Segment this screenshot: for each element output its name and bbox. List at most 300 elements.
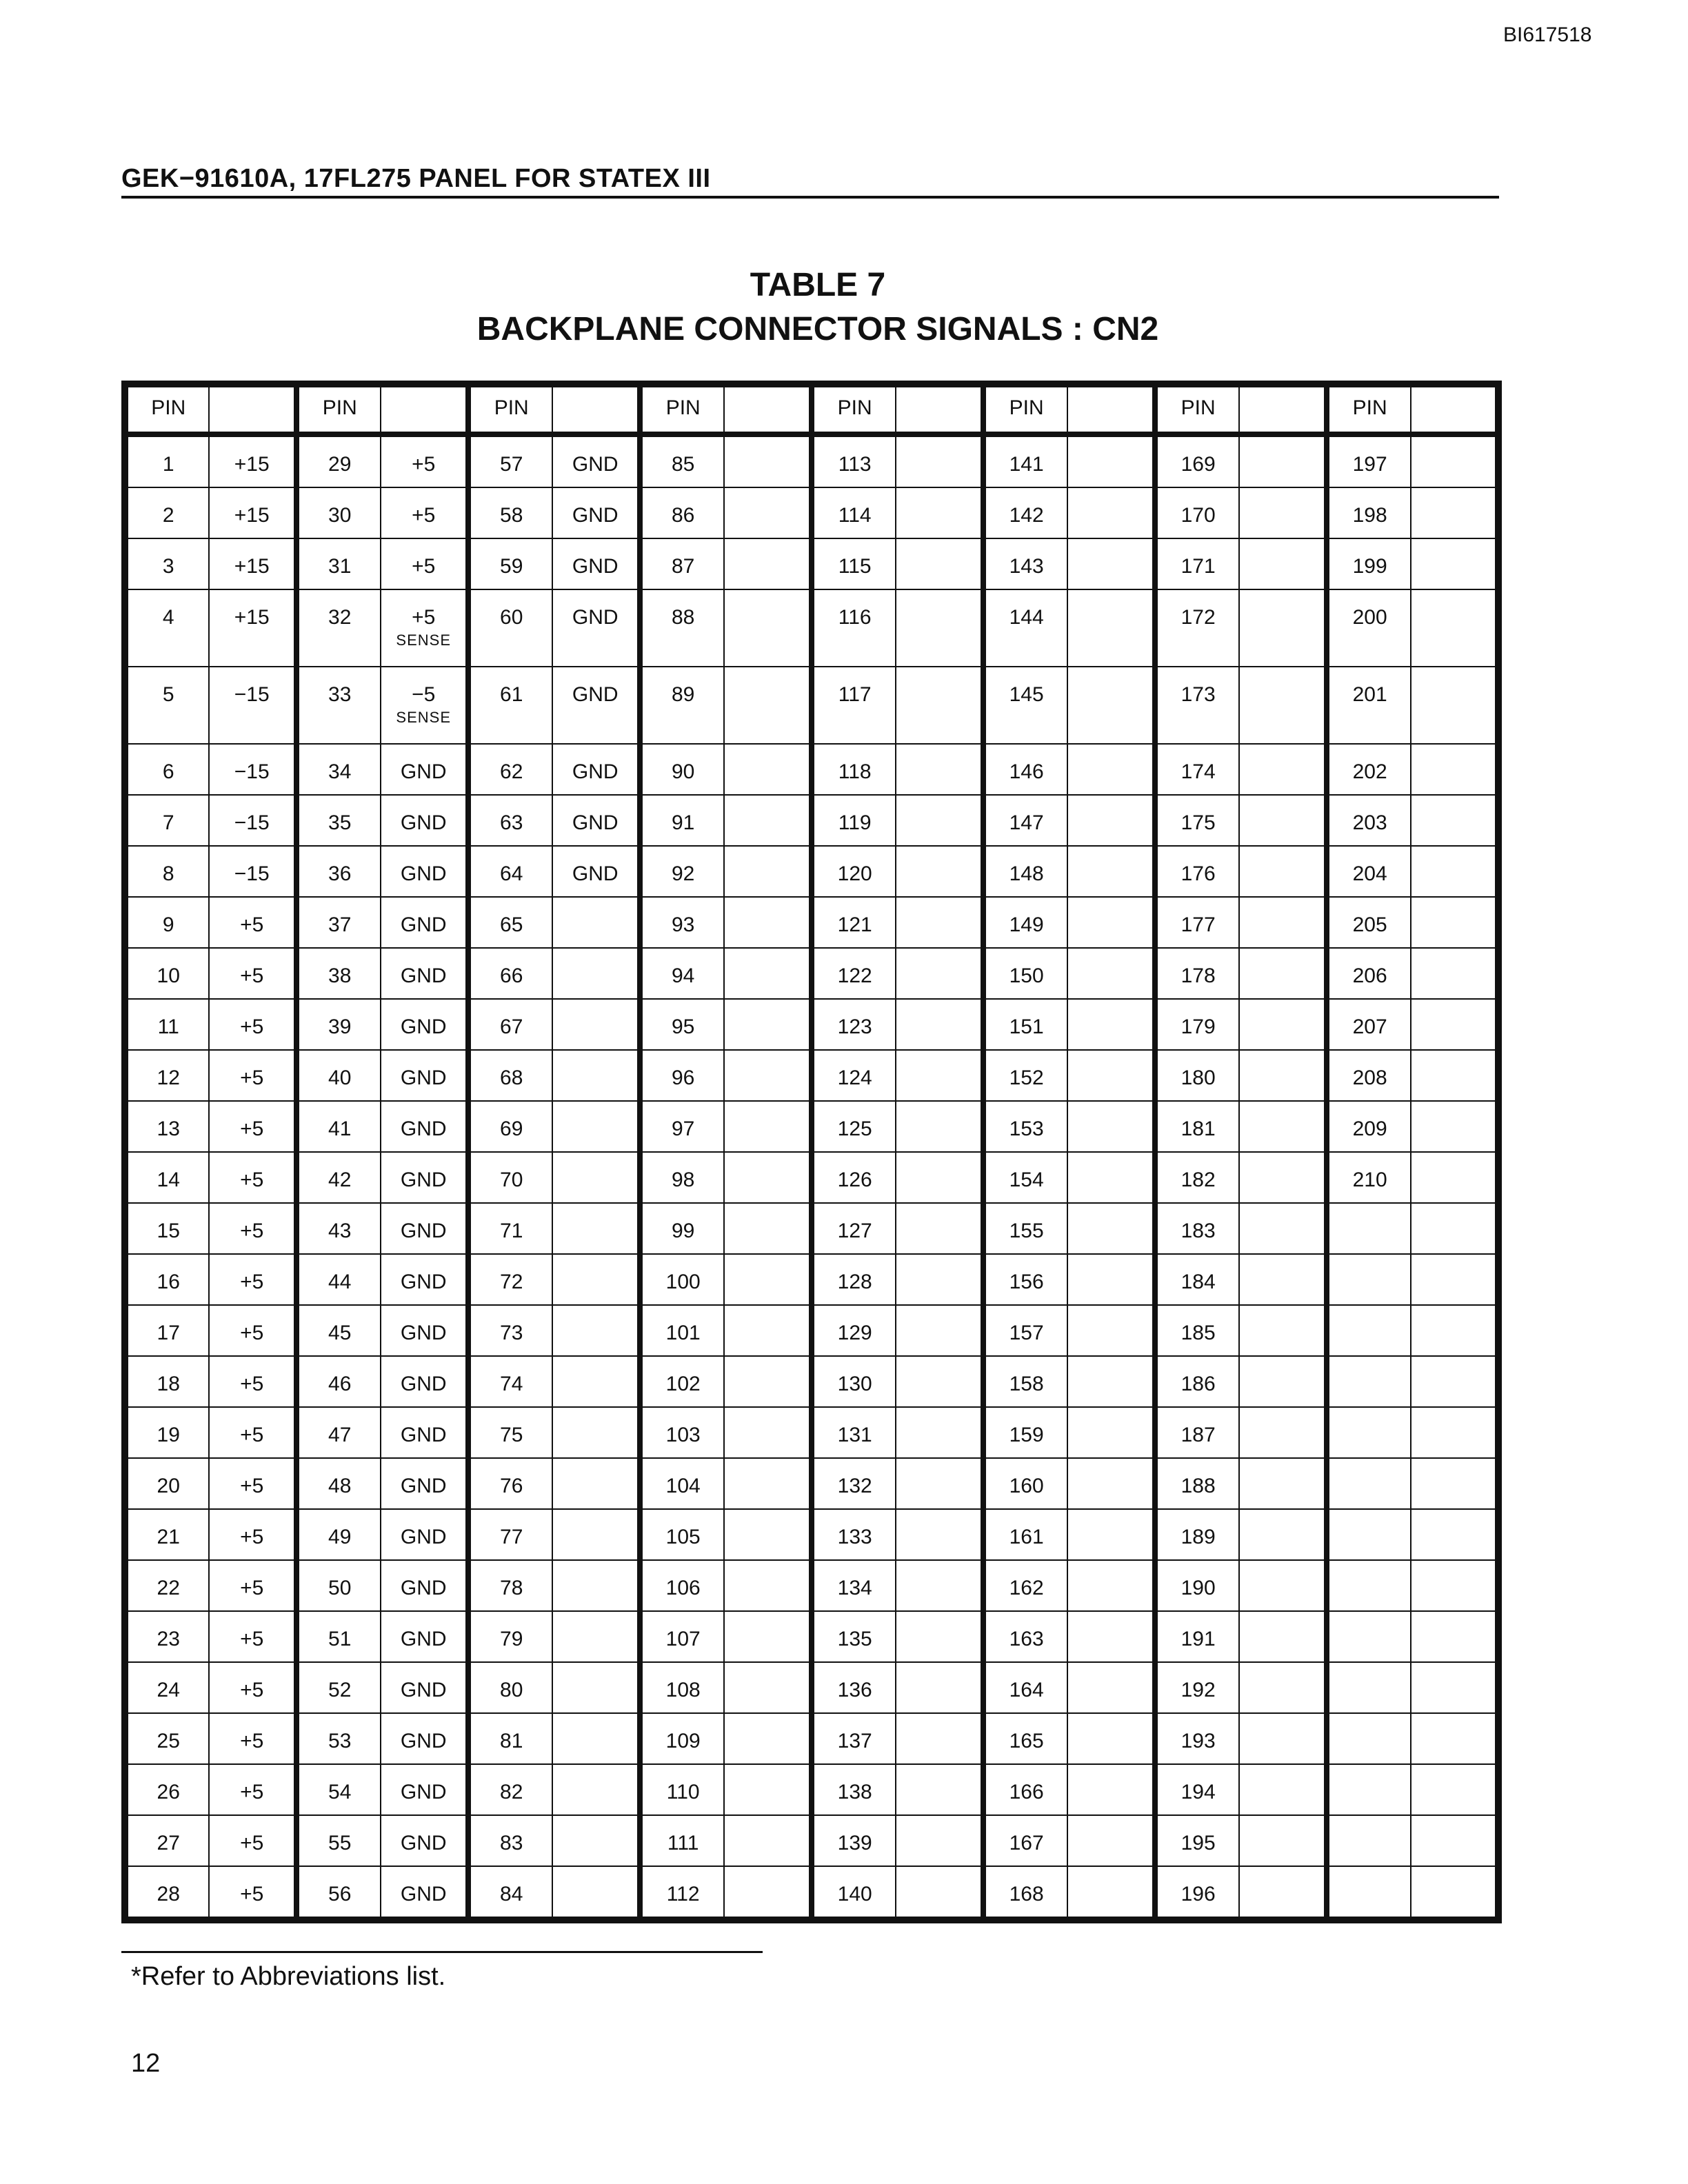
pin-number-cell: 118: [812, 744, 896, 795]
table-row: [125, 1764, 1498, 1815]
signal-cell: [1067, 1407, 1155, 1458]
pin-number-cell: 206: [1327, 948, 1411, 999]
signal-cell: [1239, 846, 1327, 897]
pin-number-cell: 144: [983, 589, 1067, 667]
pin-number-cell: 155: [983, 1203, 1067, 1254]
pin-number-cell: 172: [1155, 589, 1239, 667]
pin-number-cell: 77: [468, 1509, 552, 1560]
pin-number-cell: 35: [297, 795, 381, 846]
pin-number-cell: 71: [468, 1203, 552, 1254]
signal-cell: [1067, 1305, 1155, 1356]
pin-number-cell: 117: [812, 667, 896, 744]
pin-number-cell: 34: [297, 744, 381, 795]
signal-cell: [552, 538, 640, 589]
pin-number-cell: 46: [297, 1356, 381, 1407]
document-header: [121, 163, 1499, 199]
signal-cell: [552, 1203, 640, 1254]
signal-cell: [552, 1509, 640, 1560]
signal-value: +15: [234, 504, 270, 527]
pin-number-cell: 161: [983, 1509, 1067, 1560]
signal-cell: [896, 744, 983, 795]
pin-number-cell: 95: [640, 999, 724, 1050]
pin-number-cell: 143: [983, 538, 1067, 589]
pin-number-cell: 33: [297, 667, 381, 744]
signal-value: GND: [400, 1781, 447, 1803]
pin-number-cell: 51: [297, 1611, 381, 1662]
pin-number-cell: 138: [812, 1764, 896, 1815]
signal-cell: [1411, 948, 1498, 999]
signal-cell: [1411, 487, 1498, 538]
pin-number-cell: 165: [983, 1713, 1067, 1764]
pin-number-cell: 5: [125, 667, 209, 744]
signal-value: +5: [412, 504, 436, 527]
signal-cell: [209, 744, 297, 795]
signal-cell: [1239, 1764, 1327, 1815]
signal-cell: [1239, 434, 1327, 487]
pin-number-cell: 204: [1327, 846, 1411, 897]
signal-value: GND: [400, 964, 447, 987]
signal-value: GND: [400, 1475, 447, 1497]
pin-number-cell: 112: [640, 1866, 724, 1920]
table-row: [125, 744, 1498, 795]
pin-number-cell: 42: [297, 1152, 381, 1203]
signal-value: +5: [240, 913, 264, 936]
pin-number-cell: 43: [297, 1203, 381, 1254]
signal-value: −15: [234, 683, 270, 706]
signal-value: +5: [240, 1781, 264, 1803]
pin-column-header: PIN: [297, 384, 381, 434]
signal-cell: [724, 744, 812, 795]
pin-number-cell: 7: [125, 795, 209, 846]
signal-cell: [724, 1101, 812, 1152]
signal-value: +5: [240, 1220, 264, 1242]
pin-column-header: PIN: [640, 384, 724, 434]
signal-cell: [552, 999, 640, 1050]
pin-number-cell: 188: [1155, 1458, 1239, 1509]
pin-number-cell: 120: [812, 846, 896, 897]
signal-cell: [381, 589, 468, 667]
pin-number-cell: 159: [983, 1407, 1067, 1458]
signal-cell: [552, 589, 640, 667]
signal-cell: [552, 1866, 640, 1920]
signal-value: GND: [572, 453, 619, 476]
pin-number-cell: 81: [468, 1713, 552, 1764]
signal-cell: [209, 1101, 297, 1152]
signal-cell: [896, 1407, 983, 1458]
signal-cell: [896, 1305, 983, 1356]
signal-value: GND: [572, 760, 619, 783]
signal-value: GND: [400, 1832, 447, 1854]
signal-cell: [1411, 897, 1498, 948]
signal-cell: [1067, 1050, 1155, 1101]
pin-number-cell: 99: [640, 1203, 724, 1254]
signal-value: GND: [400, 1220, 447, 1242]
table-number: TABLE 7: [750, 267, 886, 303]
signal-cell: [381, 1356, 468, 1407]
pin-number-cell: 63: [468, 795, 552, 846]
signal-cell: [209, 1458, 297, 1509]
table-row: [125, 1305, 1498, 1356]
signal-value: GND: [572, 862, 619, 885]
signal-cell: [724, 795, 812, 846]
signal-cell: [724, 897, 812, 948]
pin-number-cell: 126: [812, 1152, 896, 1203]
pin-number-cell: 74: [468, 1356, 552, 1407]
pin-number-cell: 208: [1327, 1050, 1411, 1101]
signal-cell: [381, 667, 468, 744]
signal-cell: [381, 1101, 468, 1152]
signal-value: GND: [400, 1577, 447, 1599]
signal-value: GND: [572, 606, 619, 629]
signal-value: +15: [234, 555, 270, 578]
pin-number-cell: 26: [125, 1764, 209, 1815]
signal-cell: [381, 487, 468, 538]
pin-number-cell: 192: [1155, 1662, 1239, 1713]
pin-number-cell: 17: [125, 1305, 209, 1356]
signal-cell: [381, 1407, 468, 1458]
signal-cell: [209, 1866, 297, 1920]
signal-cell: [1411, 434, 1498, 487]
signal-cell: [724, 667, 812, 744]
signal-cell: [896, 1560, 983, 1611]
pin-number-cell: [1327, 1509, 1411, 1560]
pin-number-cell: 134: [812, 1560, 896, 1611]
signal-cell: [381, 795, 468, 846]
pin-number-cell: 193: [1155, 1713, 1239, 1764]
signal-cell: [1411, 1407, 1498, 1458]
signal-cell: [209, 1764, 297, 1815]
signal-value: GND: [400, 1271, 447, 1293]
pin-number-cell: 111: [640, 1815, 724, 1866]
pin-number-cell: [1327, 1254, 1411, 1305]
signal-cell: [1411, 1203, 1498, 1254]
pin-number-cell: 121: [812, 897, 896, 948]
pin-number-cell: 100: [640, 1254, 724, 1305]
signal-cell: [209, 1560, 297, 1611]
signal-cell: [1239, 795, 1327, 846]
signal-cell: [1239, 487, 1327, 538]
pin-number-cell: 49: [297, 1509, 381, 1560]
pin-number-cell: 106: [640, 1560, 724, 1611]
pin-number-cell: 8: [125, 846, 209, 897]
pin-number-cell: 88: [640, 589, 724, 667]
pin-number-cell: 186: [1155, 1356, 1239, 1407]
signal-cell: [896, 538, 983, 589]
signal-cell: [552, 744, 640, 795]
signal-cell: [1411, 1866, 1498, 1920]
pin-number-cell: 1: [125, 434, 209, 487]
signal-cell: [209, 667, 297, 744]
pin-number-cell: [1327, 1203, 1411, 1254]
signal-cell: [1067, 1560, 1155, 1611]
pin-number-cell: 129: [812, 1305, 896, 1356]
signal-cell: [381, 1152, 468, 1203]
pin-number-cell: 151: [983, 999, 1067, 1050]
signal-column-header: [552, 384, 640, 434]
pin-number-cell: 196: [1155, 1866, 1239, 1920]
signal-cell: [209, 589, 297, 667]
footnote: *Refer to Abbreviations list.: [131, 1962, 446, 1991]
pin-number-cell: 25: [125, 1713, 209, 1764]
pin-number-cell: 160: [983, 1458, 1067, 1509]
signal-cell: [1067, 948, 1155, 999]
signal-cell: [1239, 1509, 1327, 1560]
signal-cell: [381, 846, 468, 897]
signal-cell: [209, 1050, 297, 1101]
pin-number-cell: 57: [468, 434, 552, 487]
table-row: [125, 1254, 1498, 1305]
signal-cell: [1411, 1509, 1498, 1560]
signal-value: −15: [234, 760, 270, 783]
signal-cell: [552, 897, 640, 948]
pin-number-cell: 168: [983, 1866, 1067, 1920]
pin-number-cell: 145: [983, 667, 1067, 744]
signal-cell: [1239, 1713, 1327, 1764]
pin-number-cell: 50: [297, 1560, 381, 1611]
signal-cell: [552, 948, 640, 999]
signal-cell: [1239, 538, 1327, 589]
pin-number-cell: 93: [640, 897, 724, 948]
table-row: [125, 948, 1498, 999]
table-row: [125, 1713, 1498, 1764]
pin-number-cell: 148: [983, 846, 1067, 897]
signal-cell: [552, 1407, 640, 1458]
signal-cell: [896, 999, 983, 1050]
pin-number-cell: 45: [297, 1305, 381, 1356]
pin-number-cell: 114: [812, 487, 896, 538]
signal-cell: [381, 1458, 468, 1509]
pin-number-cell: 79: [468, 1611, 552, 1662]
signal-cell: [209, 1611, 297, 1662]
pin-number-cell: 56: [297, 1866, 381, 1920]
pin-number-cell: 98: [640, 1152, 724, 1203]
signal-value: GND: [400, 1373, 447, 1395]
signal-cell: [724, 1764, 812, 1815]
signal-cell: [1239, 1152, 1327, 1203]
table-row: [125, 1815, 1498, 1866]
pin-number-cell: 20: [125, 1458, 209, 1509]
pin-number-cell: 203: [1327, 795, 1411, 846]
pin-number-cell: [1327, 1866, 1411, 1920]
pin-number-cell: 24: [125, 1662, 209, 1713]
signal-cell: [896, 1356, 983, 1407]
pin-number-cell: 66: [468, 948, 552, 999]
signal-cell: [1067, 1509, 1155, 1560]
signal-cell: [552, 1662, 640, 1713]
signal-value: GND: [400, 1169, 447, 1191]
signal-cell: [1411, 1152, 1498, 1203]
signal-cell: [896, 667, 983, 744]
pin-number-cell: 133: [812, 1509, 896, 1560]
signal-cell: [896, 1458, 983, 1509]
table-row: [125, 1509, 1498, 1560]
pin-number-cell: 200: [1327, 589, 1411, 667]
pin-number-cell: 10: [125, 948, 209, 999]
table-row: [125, 538, 1498, 589]
pin-number-cell: 174: [1155, 744, 1239, 795]
pin-number-cell: 104: [640, 1458, 724, 1509]
signal-value: GND: [400, 1628, 447, 1650]
signal-cell: [724, 589, 812, 667]
pin-number-cell: 101: [640, 1305, 724, 1356]
pin-number-cell: 70: [468, 1152, 552, 1203]
pin-number-cell: 154: [983, 1152, 1067, 1203]
pin-number-cell: 119: [812, 795, 896, 846]
signal-cell: [1067, 795, 1155, 846]
signal-cell: [209, 1662, 297, 1713]
pin-number-cell: 14: [125, 1152, 209, 1203]
signal-cell: [552, 1152, 640, 1203]
signal-cell: [896, 1764, 983, 1815]
pin-number-cell: 195: [1155, 1815, 1239, 1866]
pin-number-cell: 23: [125, 1611, 209, 1662]
pin-number-cell: 123: [812, 999, 896, 1050]
pin-number-cell: 37: [297, 897, 381, 948]
signal-cell: [1239, 1560, 1327, 1611]
signal-value: GND: [400, 1679, 447, 1701]
signal-value: +5: [240, 1526, 264, 1548]
signal-note: SENSE: [396, 709, 452, 726]
pin-number-cell: 3: [125, 538, 209, 589]
signal-cell: [552, 1254, 640, 1305]
signal-column-header: [1411, 384, 1498, 434]
signal-cell: [724, 1050, 812, 1101]
pin-number-cell: 15: [125, 1203, 209, 1254]
pin-number-cell: 183: [1155, 1203, 1239, 1254]
pin-number-cell: 198: [1327, 487, 1411, 538]
pin-number-cell: 201: [1327, 667, 1411, 744]
table-row: [125, 1458, 1498, 1509]
signal-value: GND: [572, 555, 619, 578]
pin-number-cell: 157: [983, 1305, 1067, 1356]
signal-column-header: [381, 384, 468, 434]
signal-cell: [381, 744, 468, 795]
pin-number-cell: 207: [1327, 999, 1411, 1050]
signal-value: +15: [234, 453, 270, 476]
signal-value: +5: [412, 555, 436, 578]
signal-cell: [209, 1203, 297, 1254]
signal-cell: [552, 795, 640, 846]
signal-value: +5: [240, 1424, 264, 1446]
signal-cell: [1239, 1101, 1327, 1152]
pin-number-cell: 39: [297, 999, 381, 1050]
pin-number-cell: 2: [125, 487, 209, 538]
signal-cell: [896, 846, 983, 897]
pin-number-cell: 76: [468, 1458, 552, 1509]
signal-cell: [724, 1713, 812, 1764]
signal-cell: [724, 1356, 812, 1407]
pin-number-cell: 175: [1155, 795, 1239, 846]
signal-cell: [381, 1815, 468, 1866]
pin-number-cell: 197: [1327, 434, 1411, 487]
signal-cell: [724, 1203, 812, 1254]
pin-number-cell: 84: [468, 1866, 552, 1920]
signal-value: +5: [240, 964, 264, 987]
signal-value: GND: [400, 1322, 447, 1344]
signal-cell: [209, 434, 297, 487]
signal-cell: [1067, 1713, 1155, 1764]
pin-number-cell: 152: [983, 1050, 1067, 1101]
pin-number-cell: 140: [812, 1866, 896, 1920]
signal-cell: [381, 897, 468, 948]
signal-cell: [896, 1611, 983, 1662]
pin-number-cell: 73: [468, 1305, 552, 1356]
signal-cell: [381, 1050, 468, 1101]
signal-cell: [1239, 1815, 1327, 1866]
pin-column-header: PIN: [983, 384, 1067, 434]
signal-cell: [381, 1254, 468, 1305]
table-row: [125, 1866, 1498, 1920]
signal-cell: [381, 434, 468, 487]
signal-value: +5: [240, 1628, 264, 1650]
table-title: BACKPLANE CONNECTOR SIGNALS : CN2: [476, 311, 1159, 347]
signal-cell: [209, 1356, 297, 1407]
signal-cell: [1067, 589, 1155, 667]
pin-column-header: PIN: [468, 384, 552, 434]
pin-number-cell: 127: [812, 1203, 896, 1254]
signal-cell: [896, 434, 983, 487]
pin-number-cell: [1327, 1458, 1411, 1509]
pin-number-cell: 141: [983, 434, 1067, 487]
signal-cell: [209, 897, 297, 948]
signal-value: GND: [400, 913, 447, 936]
signal-cell: [1411, 589, 1498, 667]
pin-number-cell: 47: [297, 1407, 381, 1458]
pin-number-cell: 62: [468, 744, 552, 795]
signal-value: GND: [400, 1066, 447, 1089]
pin-number-cell: 205: [1327, 897, 1411, 948]
signal-cell: [1411, 1458, 1498, 1509]
signal-cell: [209, 1152, 297, 1203]
pin-number-cell: 189: [1155, 1509, 1239, 1560]
pin-number-cell: 108: [640, 1662, 724, 1713]
table-row: [125, 1152, 1498, 1203]
signal-value: +5: [240, 1066, 264, 1089]
signal-cell: [1067, 1101, 1155, 1152]
pin-number-cell: [1327, 1611, 1411, 1662]
signal-note: SENSE: [396, 631, 452, 649]
pin-number-cell: 16: [125, 1254, 209, 1305]
pin-number-cell: 170: [1155, 487, 1239, 538]
signal-cell: [1411, 1050, 1498, 1101]
pin-number-cell: 75: [468, 1407, 552, 1458]
signal-cell: [1411, 1815, 1498, 1866]
signal-cell: [724, 1254, 812, 1305]
pin-number-cell: 48: [297, 1458, 381, 1509]
signal-cell: [724, 1815, 812, 1866]
pin-number-cell: 29: [297, 434, 381, 487]
signal-cell: [896, 1713, 983, 1764]
pin-number-cell: 166: [983, 1764, 1067, 1815]
signal-cell: [1239, 897, 1327, 948]
signal-cell: [1067, 744, 1155, 795]
signal-cell: [896, 1050, 983, 1101]
signal-cell: [724, 1560, 812, 1611]
pin-number-cell: 139: [812, 1815, 896, 1866]
signal-column-header: [896, 384, 983, 434]
signal-value: +5: [240, 1679, 264, 1701]
pin-number-cell: 184: [1155, 1254, 1239, 1305]
pin-number-cell: 158: [983, 1356, 1067, 1407]
signal-value: GND: [572, 811, 619, 834]
pin-number-cell: 4: [125, 589, 209, 667]
signal-cell: [552, 1560, 640, 1611]
signal-cell: [209, 846, 297, 897]
signal-cell: [1067, 1203, 1155, 1254]
signal-cell: [1067, 487, 1155, 538]
signal-cell: [552, 1050, 640, 1101]
signal-cell: [1067, 1815, 1155, 1866]
